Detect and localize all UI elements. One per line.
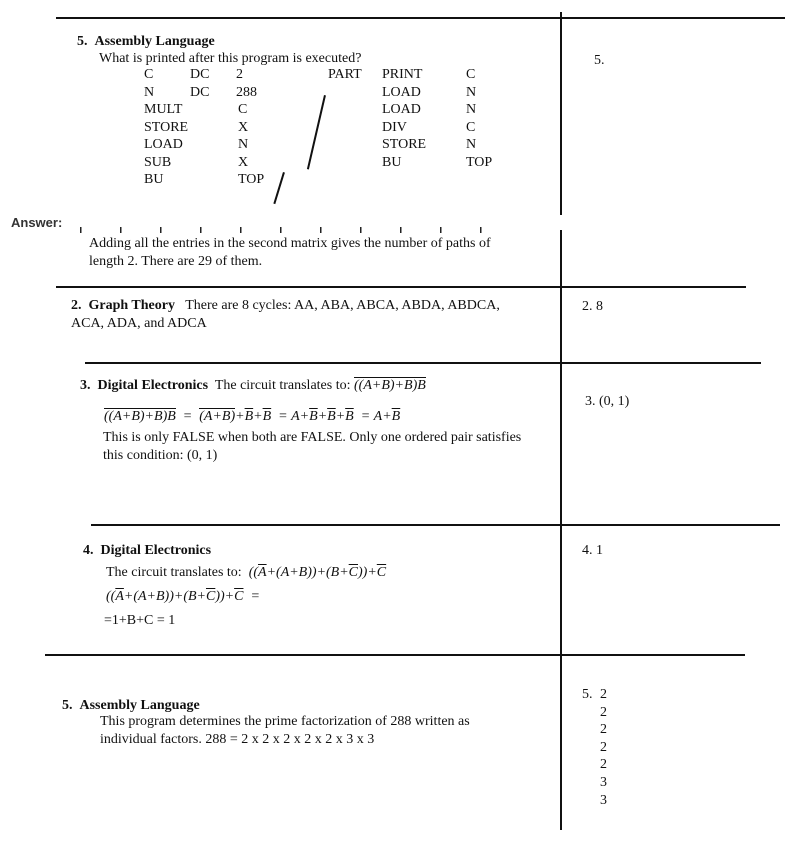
- q3-title: Digital Electronics: [97, 378, 209, 393]
- program-row: LOAD N STORE N: [144, 137, 477, 153]
- program-row: N DC 288 LOAD N: [144, 85, 477, 96]
- q3-lead: The circuit translates to:: [214, 378, 351, 393]
- program-row: BU TOP: [144, 172, 265, 188]
- q5-explanation: This program determines the prime factorization of 288 written as individual factors. 288 = 2 x 2 x 2 x 2 x 2 x 3 x 3: [100, 714, 470, 747]
- program-row: STORE X DIV C: [144, 119, 476, 135]
- q4-answer: 4. 1: [582, 543, 603, 558]
- tick-marks: [80, 227, 515, 233]
- top-rule: [56, 17, 785, 19]
- q4-line2: $((\overline{A}+(A+B))+(B+\overline{C}))+\overline{C}$ =: [106, 589, 260, 604]
- program-listing: [144, 67, 475, 85]
- q5-title: Assembly Language: [79, 698, 200, 713]
- factor: 2: [600, 722, 607, 738]
- factor: 3: [600, 774, 607, 790]
- question-prompt: What is printed after this program is executed?: [99, 51, 362, 66]
- question-number: 5.: [77, 34, 88, 49]
- factor: 2: [600, 687, 607, 702]
- q5-answer-label: 5.: [582, 687, 593, 702]
- q2-answer: 2. 8: [582, 299, 603, 314]
- q3-derivation: $((A+\overline{B})+\overline{B})B = (A+\overline{B})+\overline{B}+\overline{B} = A+\overline{B}+\overline{B}+\overline{B} = A+\overline{B}$: [104, 409, 401, 424]
- answer-label: Answer:: [11, 215, 63, 230]
- factor: 2: [600, 704, 607, 720]
- answer-column-divider: [560, 230, 562, 830]
- program-row-clipped: [0, 85, 792, 96]
- q4-line1: The circuit translates to: $((\overline{A}+(A+B))+(B+\overline{C}))+\overline{C}$: [106, 565, 387, 580]
- q4-heading: 4. Digital Electronics: [83, 543, 212, 558]
- rule-after-q3: [91, 524, 780, 526]
- q1-explanation: Adding all the entries in the second matrix gives the number of paths of length 2. There are 29 of them.: [89, 236, 491, 269]
- program-row: MULT C LOAD N: [144, 102, 477, 117]
- question-answer-box-number: 5.: [594, 53, 605, 68]
- question-title: Assembly Language: [94, 34, 215, 49]
- q4-lead: The circuit translates to:: [106, 565, 242, 580]
- rule-after-q2: [85, 362, 761, 364]
- q5-heading: 5. Assembly Language: [62, 698, 200, 713]
- factor: 2: [600, 739, 607, 755]
- q4-line3: =1+B+C = 1: [104, 613, 176, 628]
- q3-expression: $((A+\overline{B})+\overline{B})B$: [354, 378, 426, 393]
- q3-answer: 3. (0, 1): [585, 394, 630, 409]
- question-heading: [77, 33, 215, 50]
- program-row: SUB X BU TOP: [144, 154, 493, 170]
- q2-title: Graph Theory: [88, 298, 175, 313]
- rule-after-q4: [45, 654, 745, 656]
- q3-explanation: This is only FALSE when both are FALSE. Only one ordered pair satisfies this condition: (0, 1): [103, 430, 522, 463]
- q2-block: 2. Graph Theory There are 8 cycles: AA, ABA, ABCA, ABDA, ABDCA, ACA, ADA, and ADCA: [71, 298, 500, 331]
- q5-factor-list: [600, 686, 607, 809]
- q4-title: Digital Electronics: [100, 543, 212, 558]
- program-row: C DC 2 PART PRINT C: [144, 67, 476, 82]
- q3-heading: 3. Digital Electronics The circuit translates to: $((A+\overline{B})+\overline{B})B$: [80, 378, 426, 393]
- factor: 2: [600, 757, 607, 773]
- answer-column-divider-top: [560, 12, 562, 215]
- q2-text: There are 8 cycles: AA, ABA, ABCA, ABDA, ABDCA, ACA, ADA, and ADCA: [71, 298, 500, 331]
- rule-after-q1: [56, 286, 746, 288]
- factor: 3: [600, 792, 607, 808]
